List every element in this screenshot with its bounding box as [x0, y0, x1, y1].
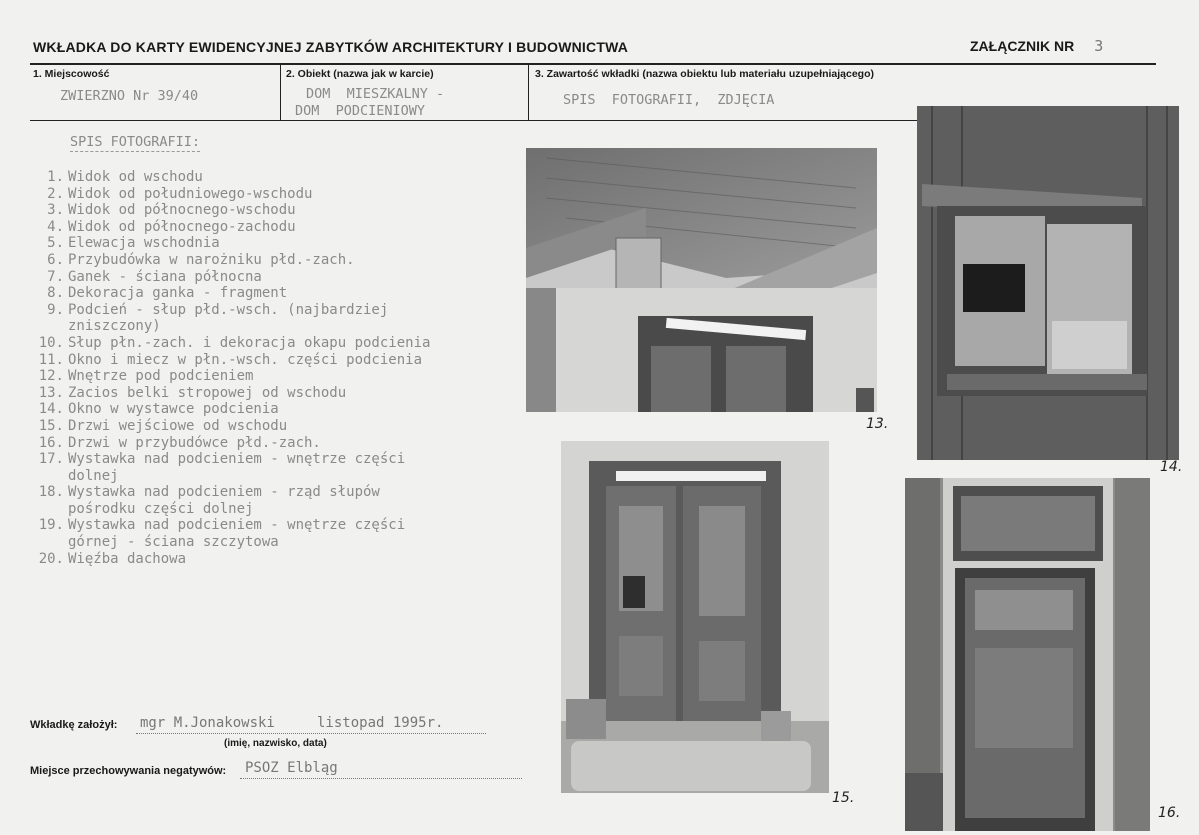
author-sublabel: (imię, nazwisko, data): [224, 738, 327, 749]
field-2-value-line1: DOM MIESZKALNY -: [306, 86, 445, 102]
field-2-label: 2. Obiekt (nazwa jak w karcie): [286, 68, 434, 80]
document-title: WKŁADKA DO KARTY EWIDENCYJNEJ ZABYTKÓW ARCHITEKTURY I BUDOWNICTWA: [33, 39, 629, 55]
list-item: [30, 302, 508, 335]
list-item-text: Zacios belki stropowej od wschodu: [68, 384, 347, 401]
list-item: [30, 517, 508, 550]
list-item-number: 18.: [38, 484, 64, 501]
field-1-value: ZWIERZNO Nr 39/40: [60, 88, 199, 104]
annex-label-text: ZAŁĄCZNIK NR: [970, 38, 1075, 54]
list-item-number: 12.: [38, 368, 64, 385]
list-item: [30, 451, 508, 484]
list-item-number: 16.: [38, 434, 64, 451]
list-item-text: dolnej: [68, 467, 119, 484]
photo-16: [905, 478, 1150, 831]
photo-13-image: [526, 148, 877, 412]
list-item: [30, 335, 508, 352]
list-item-number: 17.: [38, 451, 64, 468]
photo-15: [561, 441, 829, 793]
photo-16-image: [905, 478, 1150, 831]
list-item-text: Więźba dachowa: [68, 550, 187, 567]
list-item-text: Widok od wschodu: [68, 169, 203, 185]
list-item-text: Widok od północnego-wschodu: [68, 202, 296, 219]
photo-14-image: [917, 106, 1179, 460]
list-item-number: 9.: [47, 301, 64, 318]
storage-label: Miejsce przechowywania negatywów:: [30, 765, 227, 777]
storage-line: [240, 778, 522, 779]
list-item-text: Elewacja wschodnia: [68, 235, 220, 252]
list-item: [30, 252, 508, 269]
field-2-value-line2: DOM PODCIENIOWY: [295, 103, 426, 119]
list-item-text: Dekoracja ganka - fragment: [68, 285, 288, 302]
list-item: [30, 169, 508, 186]
list-item-number: 14.: [38, 401, 64, 418]
list-item-text: Widok od południowego-wschodu: [68, 185, 313, 202]
storage-value: PSOZ Elbląg: [245, 760, 338, 776]
list-item-text: Wystawka nad podcieniem - wnętrze części: [68, 517, 406, 534]
photo-16-caption: 16.: [1158, 805, 1181, 821]
list-item-number: 6.: [47, 251, 64, 268]
list-item-text: Podcień - słup płd.-wsch. (najbardziej: [68, 301, 389, 318]
list-item-number: 20.: [38, 550, 64, 567]
list-item-text: Ganek - ściana północna: [68, 268, 262, 285]
field-3-label: 3. Zawartość wkładki (nazwa obiektu lub materiału uzupełniającego): [535, 68, 874, 80]
list-item: [30, 435, 508, 452]
list-item-number: 15.: [38, 417, 64, 434]
list-item-text: Słup płn.-zach. i dekoracja okapu podcienia: [68, 334, 431, 351]
list-item-text: Przybudówka w narożniku płd.-zach.: [68, 251, 355, 268]
photo-14: [917, 106, 1179, 460]
list-item-text: Okno w wystawce podcienia: [68, 401, 279, 418]
photo-15-caption: 15.: [832, 790, 855, 806]
fields-rule: [30, 120, 918, 121]
photo-13-caption: 13.: [866, 416, 889, 432]
list-item: [30, 285, 508, 302]
list-item-number: 5.: [47, 235, 64, 252]
list-item-text: Drzwi wejściowe od wschodu: [68, 417, 288, 434]
list-item-number: 10.: [38, 334, 64, 351]
list-item: [30, 484, 508, 517]
list-item-text: zniszczony): [68, 318, 161, 335]
list-item: [30, 352, 508, 369]
list-item: [30, 551, 508, 568]
list-item-number: 19.: [38, 517, 64, 534]
field-divider-2: [528, 64, 529, 121]
list-item-text: Wystawka nad podcieniem - rząd słupów: [68, 484, 380, 501]
list-item: [30, 401, 508, 418]
list-item: [30, 219, 508, 236]
list-item: [30, 269, 508, 286]
list-item-text: Wystawka nad podcieniem - wnętrze części: [68, 451, 406, 468]
list-item-text: Drzwi w przybudówce płd.-zach.: [68, 434, 321, 451]
author-label: Wkładkę założył:: [30, 719, 118, 731]
photo-14-caption: 14.: [1160, 459, 1183, 475]
list-item-number: 13.: [38, 384, 64, 401]
annex-number: 3: [1094, 37, 1104, 55]
list-item-number: 8.: [47, 285, 64, 302]
author-line: [136, 733, 486, 734]
list-item-number: 4.: [47, 218, 64, 235]
list-item-number: 2.: [47, 185, 64, 202]
list-item: [30, 235, 508, 252]
list-item-text: górnej - ściana szczytowa: [68, 534, 279, 551]
list-item: [30, 418, 508, 435]
list-item: [30, 186, 508, 203]
list-item: [30, 202, 508, 219]
list-title: SPIS FOTOGRAFII:: [70, 134, 201, 150]
list-item-number: 1.: [47, 169, 64, 185]
list-item-number: 7.: [47, 268, 64, 285]
photo-list: [30, 169, 508, 567]
list-item: [30, 385, 508, 402]
list-item-text: Wnętrze pod podcieniem: [68, 368, 254, 385]
list-item: [30, 368, 508, 385]
list-item-number: 3.: [47, 202, 64, 219]
field-1-label: 1. Miejscowość: [33, 68, 110, 80]
field-3-value: SPIS FOTOGRAFII, ZDJĘCIA: [563, 92, 775, 108]
author-value: mgr M.Jonakowski listopad 1995r.: [140, 715, 444, 731]
list-item-number: 11.: [38, 351, 64, 368]
header-rule: [30, 63, 1156, 65]
photo-13: [526, 148, 877, 412]
photo-15-image: [561, 441, 829, 793]
annex-label: [970, 37, 1103, 55]
list-item-text: pośrodku części dolnej: [68, 500, 254, 517]
list-item-text: Okno i miecz w płn.-wsch. części podcienia: [68, 351, 423, 368]
list-item-text: Widok od północnego-zachodu: [68, 218, 296, 235]
field-divider-1: [280, 64, 281, 121]
